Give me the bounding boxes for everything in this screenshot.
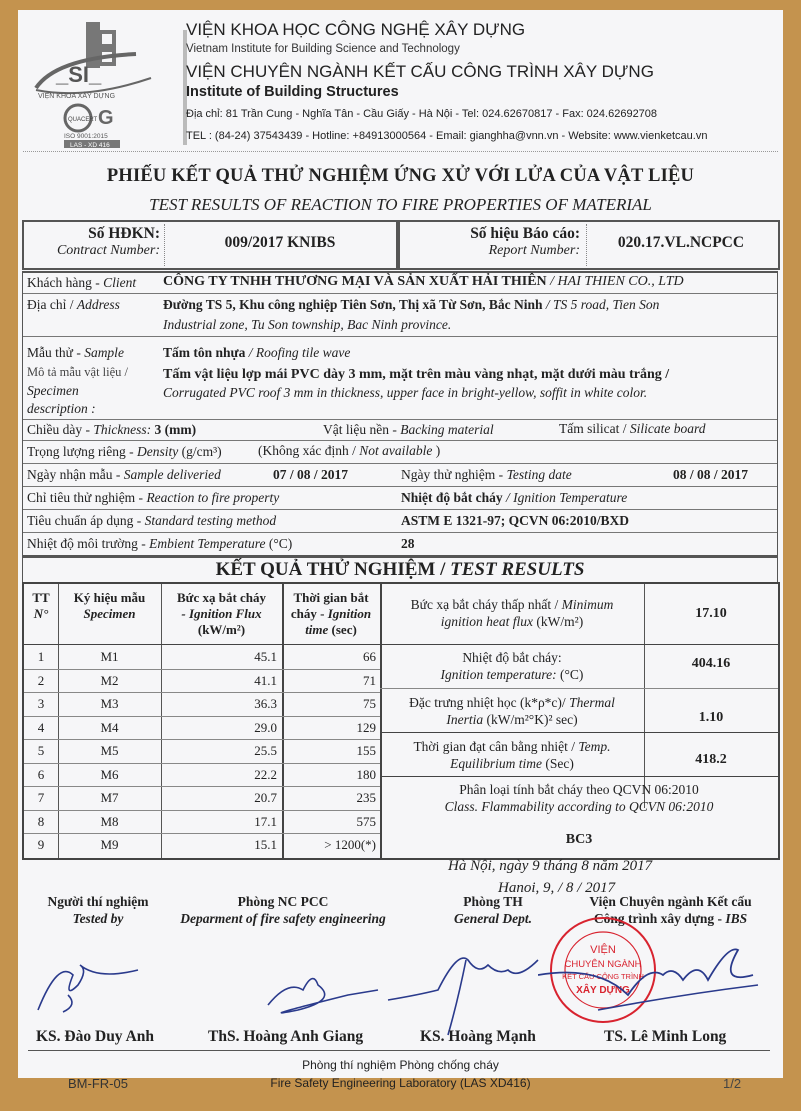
svg-text:_SI_: _SI_: [56, 62, 102, 87]
delivered-label: Ngày nhận mẫu - Sample deliveried: [27, 467, 221, 482]
row-number: 6: [37, 766, 45, 782]
thermal-inertia-label: Đặc trưng nhiệt học (k*ρ*c)/ Thermal Inertia (kW/m²°K)² sec): [409, 695, 615, 727]
flammability-class-value: BC3: [565, 832, 593, 847]
row-number: 4: [37, 719, 45, 735]
official-stamp: [548, 915, 658, 1025]
header-separator: [23, 151, 778, 152]
form-code: BM-FR-05: [68, 1076, 128, 1091]
client-label: Khách hàng - Client: [27, 275, 137, 290]
sub-institute-name-en: Institute of Building Structures: [186, 84, 399, 100]
col-header-ignition-time: Thời gian bắt cháy - Ignition time (sec): [290, 590, 372, 637]
specimen-id: M2: [100, 672, 119, 688]
specimen-id: M1: [100, 649, 119, 664]
document-title-vi: PHIẾU KẾT QUẢ THỬ NGHIỆM ỨNG XỬ VỚI LỬA CỦA VẬT LIỆU: [106, 166, 695, 186]
address-label: Địa chỉ / Address: [27, 297, 120, 312]
institute-logo: [26, 18, 176, 148]
test-results-table: [22, 582, 780, 860]
col-header-specimen: Ký hiệu mẫu Specimen: [73, 590, 146, 621]
standard-label: Tiêu chuẩn áp dụng - Standard testing method: [27, 513, 277, 528]
svg-text:LAS - XD 416: LAS - XD 416: [70, 142, 110, 148]
specimen-id: M8: [100, 813, 119, 829]
ambient-value: 28: [401, 536, 415, 551]
client-value: CÔNG TY TNHH THƯƠNG MẠI VÀ SẢN XUẤT HẢI THIÊN / HAI THIEN CO., LTD: [163, 274, 684, 289]
row-number: 1: [37, 649, 45, 664]
row-number: 3: [37, 696, 45, 711]
thermal-inertia-value: 1.10: [698, 710, 724, 725]
client-row: [23, 273, 777, 294]
row-divider: [380, 688, 778, 689]
description-label-vi: Mô tả mẫu vật liệu /: [27, 365, 129, 379]
row-divider: [380, 732, 778, 733]
thickness-label: Chiều dày - Thickness: 3 (mm): [27, 422, 197, 437]
delivered-value: 07 / 08 / 2017: [273, 467, 349, 482]
thickness-row: [23, 420, 777, 441]
description-value-vi: Tấm vật liệu lợp mái PVC dày 3 mm, mặt trên màu vàng nhạt, mặt dưới màu trắng /: [163, 367, 670, 382]
signatory-fire-dept-role: Phòng NC PCC Deparment of fire safety engineering: [180, 894, 386, 926]
svg-text:XÂY DỰNG: XÂY DỰNG: [576, 985, 630, 996]
svg-text:QUACERT: QUACERT: [68, 117, 98, 123]
general-dept-head-name: KS. Hoàng Mạnh: [420, 1028, 536, 1045]
svg-text:VIỆN: VIỆN: [590, 944, 616, 956]
address-row: [23, 294, 777, 337]
contract-number-box: [22, 220, 398, 270]
director-name: TS. Lê Minh Long: [604, 1028, 727, 1045]
standard-row: [23, 510, 777, 533]
row-divider: [380, 644, 778, 645]
specimen-id: M6: [100, 766, 119, 782]
min-flux-label: Bức xạ bắt cháy thấp nhất / Minimum ignition heat flux (kW/m²): [410, 597, 614, 629]
test-results-heading: KẾT QUẢ THỬ NGHIỆM / TEST RESULTS: [22, 555, 778, 584]
min-flux-value: 17.10: [695, 606, 727, 621]
tester-name: KS. Đào Duy Anh: [36, 1028, 155, 1045]
equilibrium-time-value: 418.2: [695, 752, 727, 767]
address-value-line2: Industrial zone, Tu Son township, Bac Ninh province.: [163, 317, 452, 332]
row-number: 9: [37, 837, 45, 852]
row-divider: [24, 739, 380, 740]
sample-label: Mẫu thử - Sample: [27, 345, 124, 360]
col-header-ignition-flux: Bức xạ bắt cháy - Ignition Flux (kW/m²): [176, 590, 267, 637]
specimen-id: M3: [100, 696, 119, 711]
row-divider: [24, 833, 380, 834]
signatory-general-dept-role: Phòng TH General Dept.: [454, 894, 532, 926]
density-label: Trọng lượng riêng - Density (g/cm³): [27, 444, 222, 459]
issue-date-en: Hanoi, 9, / 8 / 2017: [498, 880, 616, 896]
ignition-temperature-label: Nhiệt độ bắt cháy: Ignition temperature: (°C): [440, 650, 584, 682]
contract-number-label: Số HĐKN: Contract Number:: [56, 225, 160, 258]
svg-text:KẾT CẤU CÔNG TRÌNH: KẾT CẤU CÔNG TRÌNH: [562, 972, 644, 981]
ignition-time-value: 66: [363, 649, 376, 664]
ignition-flux-value: 36.3: [254, 696, 277, 711]
row-number: 2: [37, 672, 45, 688]
ignition-flux-value: 15.1: [254, 837, 277, 852]
backing-value: Tấm silicat / Silicate board: [559, 421, 706, 436]
institute-address: Địa chỉ: 81 Trần Cung - Nghĩa Tân - Cầu Giấy - Hà Nội - Tel: 024.62670817 - Fax: 024.62692708: [186, 108, 658, 120]
col-header-no: TT N°: [32, 590, 50, 621]
description-row: [23, 365, 777, 420]
ignition-flux-value: 17.1: [254, 813, 277, 829]
lab-name-vi: Phòng thí nghiệm Phòng chống cháy: [302, 1058, 499, 1072]
institute-contact: TEL : (84-24) 37543439 - Hotline: +84913000564 - Email: gianghha@vnn.vn - Website: www.vienketcau.vn: [186, 130, 708, 142]
sample-row: [23, 343, 777, 365]
report-number-value: 020.17.VL.NCPCC: [617, 234, 745, 251]
signatory-director-role: Viện Chuyên ngành Kết cấu Công trình xây dựng - IBS: [589, 894, 752, 926]
row-divider: [24, 810, 380, 811]
signatory-tester-role: Người thí nghiệm Tested by: [47, 894, 149, 926]
ignition-flux-value: 22.2: [254, 766, 277, 782]
row-divider: [24, 763, 380, 764]
ignition-temperature-value: 404.16: [691, 656, 731, 671]
specimen-id: M5: [100, 743, 119, 758]
ignition-time-value: > 1200(*): [324, 837, 376, 852]
ignition-time-value: 129: [356, 719, 376, 735]
row-divider: [24, 786, 380, 787]
document-title-en: TEST RESULTS OF REACTION TO FIRE PROPERTIES OF MATERIAL: [149, 195, 652, 214]
row-divider: [24, 716, 380, 717]
density-value: (Không xác định / Not available ): [258, 443, 441, 458]
address-value: Đường TS 5, Khu công nghiệp Tiên Sơn, Thị xã Từ Sơn, Bắc Ninh / TS 5 road, Tien Son: [163, 297, 660, 312]
svg-text:VIỆN KHOA XÂY DỰNG: VIỆN KHOA XÂY DỰNG: [38, 93, 116, 100]
property-label: Chỉ tiêu thử nghiệm - Reaction to fire property: [27, 490, 280, 505]
ibst-logo-icon: [26, 18, 176, 148]
row-divider: [24, 644, 380, 645]
ignition-flux-value: 20.7: [254, 790, 277, 805]
ambient-label: Nhiệt độ môi trường - Embient Temperature (°C): [27, 536, 293, 551]
ignition-time-value: 75: [363, 696, 376, 711]
fire-dept-head-name: ThS. Hoàng Anh Giang: [208, 1028, 364, 1045]
ignition-time-value: 71: [363, 672, 376, 688]
specimen-id: M4: [100, 719, 119, 735]
page-number: 1/2: [723, 1076, 742, 1091]
ignition-flux-value: 25.5: [254, 743, 277, 758]
row-number: 7: [37, 790, 45, 805]
report-number-box: [398, 220, 780, 270]
report-number-label: Số hiệu Báo cáo: Report Number:: [470, 225, 580, 258]
institute-name-vi: VIỆN KHOA HỌC CÔNG NGHỆ XÂY DỰNG: [186, 20, 526, 39]
row-number: 8: [37, 813, 45, 829]
ignition-flux-value: 45.1: [254, 649, 277, 664]
lab-name-en: Fire Safety Engineering Laboratory (LAS XD416): [270, 1076, 531, 1090]
description-value-en: Corrugated PVC roof 3 mm in thickness, upper face in bright-yellow, soffit in white color.: [163, 385, 648, 400]
row-divider: [380, 776, 778, 777]
sub-institute-name-vi: VIỆN CHUYÊN NGÀNH KẾT CẤU CÔNG TRÌNH XÂY DỰNG: [186, 62, 654, 81]
ambient-row: [23, 533, 777, 555]
ignition-time-value: 235: [356, 790, 376, 805]
ignition-time-value: 575: [356, 813, 376, 829]
backing-label: Vật liệu nền - Backing material: [323, 422, 494, 437]
ignition-time-value: 155: [356, 743, 376, 758]
standard-value: ASTM E 1321-97; QCVN 06:2010/BXD: [401, 513, 629, 528]
ignition-time-value: 180: [356, 766, 376, 782]
dates-row: [23, 464, 777, 487]
description-label-en: Specimen: [27, 383, 79, 398]
document-page: [18, 10, 783, 1091]
issue-date-vi: Hà Nội, ngày 9 tháng 8 năm 2017: [448, 858, 653, 874]
ignition-flux-value: 29.0: [254, 719, 277, 735]
svg-text:CHUYÊN NGÀNH: CHUYÊN NGÀNH: [564, 959, 642, 970]
svg-text:ISO 9001:2015: ISO 9001:2015: [64, 133, 108, 140]
property-row: [23, 487, 777, 510]
description-label-en-2: description :: [27, 401, 96, 416]
contract-number-value: 009/2017 KNIBS: [224, 234, 336, 251]
density-row: [23, 441, 777, 464]
testing-date-value: 08 / 08 / 2017: [673, 467, 749, 482]
ignition-flux-value: 41.1: [254, 672, 277, 688]
specimen-id: M9: [100, 837, 119, 852]
property-value: Nhiệt độ bắt cháy / Ignition Temperature: [401, 490, 628, 505]
row-divider: [24, 669, 380, 670]
institute-name-en: Vietnam Institute for Building Science and Technology: [186, 43, 460, 55]
row-number: 5: [37, 743, 45, 758]
testing-date-label: Ngày thử nghiệm - Testing date: [401, 467, 572, 482]
svg-text:G: G: [98, 107, 114, 129]
row-divider: [24, 692, 380, 693]
flammability-class-label: Phân loại tính bắt cháy theo QCVN 06:2010 Class. Flammability according to QCVN 06:2010: [444, 782, 714, 814]
footer-divider: [28, 1050, 770, 1051]
specimen-id: M7: [100, 790, 119, 805]
sample-value: Tấm tôn nhựa / Roofing tile wave: [163, 345, 351, 360]
director-signature-icon: [538, 935, 768, 1015]
sample-info-table: [22, 271, 778, 558]
equilibrium-time-label: Thời gian đạt cân bằng nhiệt / Temp. Equilibrium time (Sec): [413, 739, 611, 771]
